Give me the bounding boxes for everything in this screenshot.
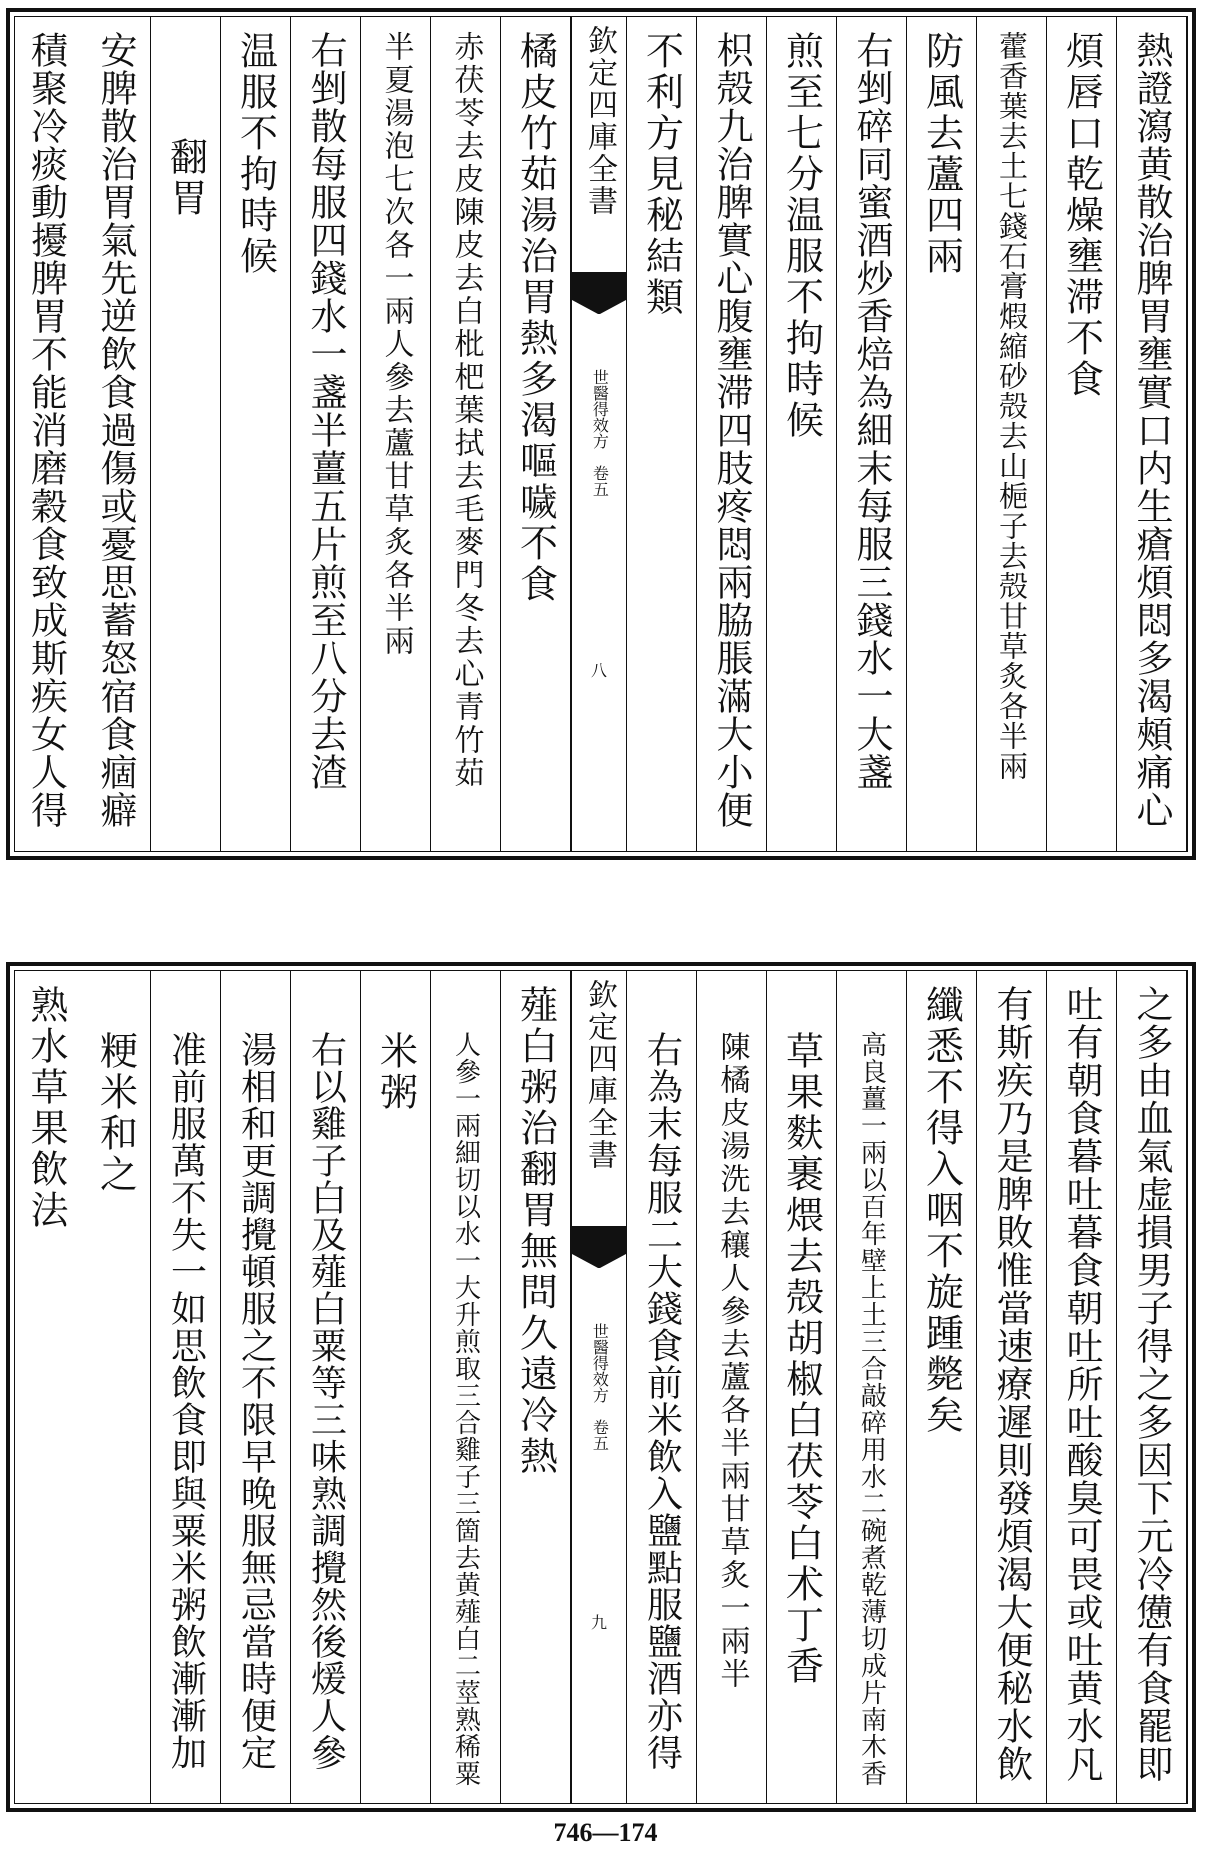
book-title: 欽定四庫全書 bbox=[582, 25, 617, 217]
text-column bbox=[697, 971, 767, 1803]
column-text: 枳殻九治脾實心腹壅滞四肢疼悶兩脇脹滿大小便 bbox=[710, 31, 753, 829]
column-text: 人參一兩細切以水一大升煎取三合雞子三箇去黄薤白二莖熟稀粟 bbox=[450, 1031, 481, 1787]
text-column bbox=[11, 971, 81, 1803]
text-column bbox=[81, 971, 151, 1803]
column-text: 纖悉不得入咽不旋踵斃矣 bbox=[919, 985, 964, 1436]
column-text: 右剉散每服四錢水一盞半薑五片煎至八分去渣 bbox=[304, 31, 347, 791]
folio-number: 746—174 bbox=[553, 1818, 658, 1847]
text-column bbox=[837, 971, 907, 1803]
text-column bbox=[291, 17, 361, 851]
column-text: 積聚冷痰動擾脾胃不能消磨穀食致成斯疾女人得 bbox=[24, 31, 68, 829]
text-column bbox=[11, 17, 81, 851]
text-column bbox=[431, 971, 501, 1803]
column-text: 安脾散治胃氣先逆飲食過傷或憂思蓄怒宿食痼癖 bbox=[94, 31, 137, 829]
text-column bbox=[361, 17, 431, 851]
column-text: 有斯疾乃是脾敗惟當速療遲則發煩渴大便秘水飲 bbox=[990, 985, 1033, 1783]
text-column bbox=[221, 971, 291, 1803]
text-column bbox=[977, 17, 1047, 851]
text-column bbox=[1117, 17, 1187, 851]
column-text: 温服不拘時候 bbox=[233, 31, 278, 277]
column-text: 草果麩裹煨去殻胡椒白茯苓白术丁香 bbox=[779, 1031, 824, 1687]
column-text: 煩唇口乾燥壅滞不食 bbox=[1059, 31, 1104, 400]
text-column bbox=[81, 17, 151, 851]
text-column bbox=[1047, 17, 1117, 851]
fishtail-mark bbox=[572, 272, 626, 300]
center-gutter bbox=[571, 971, 627, 1803]
text-column bbox=[431, 17, 501, 851]
column-text: 右剉碎同蜜酒炒香焙為細末每服三錢水一大盞 bbox=[850, 31, 893, 791]
column-text: 赤茯苓去皮陳皮去白枇杷葉拭去毛麥門冬去心青竹茹 bbox=[448, 31, 484, 790]
column-text: 吐有朝食暮吐暮食朝吐所吐酸臭可畏或吐黄水凡 bbox=[1060, 985, 1103, 1783]
text-column bbox=[1047, 971, 1117, 1803]
text-column bbox=[977, 971, 1047, 1803]
book-title: 欽定四庫全書 bbox=[582, 979, 617, 1171]
page-leaf-top bbox=[6, 8, 1196, 860]
volume-text: 卷五 bbox=[590, 465, 610, 497]
column-text: 熱證瀉黄散治脾胃壅實口内生瘡煩悶多渴頰痛心 bbox=[1130, 31, 1173, 829]
text-column bbox=[291, 971, 361, 1803]
work-title bbox=[591, 1323, 608, 1451]
column-text: 右為末每服二大錢食前米飲入鹽點服鹽酒亦得 bbox=[641, 1031, 683, 1771]
column-text: 煎至七分温服不拘時候 bbox=[779, 31, 824, 441]
column-text: 粳米和之 bbox=[93, 1031, 138, 1195]
section-heading: 翻胃 bbox=[163, 137, 208, 219]
page-leaf-bottom bbox=[6, 962, 1196, 1812]
text-column bbox=[767, 971, 837, 1803]
text-column bbox=[767, 17, 837, 851]
column-text: 高良薑一兩以百年壁上土三合敲碎用水二碗煮乾薄切成片南木香 bbox=[856, 1031, 887, 1787]
column-text: 半夏湯泡七次各一兩人參去蘆甘草炙各半兩 bbox=[378, 31, 414, 658]
text-column bbox=[627, 17, 697, 851]
text-column bbox=[907, 17, 977, 851]
column-text: 右以雞子白及薤白粟等三味熟調攪然後煖人參 bbox=[305, 1031, 347, 1771]
work-title bbox=[591, 369, 608, 497]
leaf-number: 八 bbox=[590, 661, 608, 680]
text-column bbox=[697, 17, 767, 851]
column-text: 陳橘皮湯洗去穰人參去蘆各半兩甘草炙一兩半 bbox=[714, 1031, 750, 1691]
column-text: 防風去蘆四兩 bbox=[919, 31, 964, 277]
text-column bbox=[501, 17, 571, 851]
center-gutter bbox=[571, 17, 627, 851]
text-column bbox=[501, 971, 571, 1803]
text-column bbox=[221, 17, 291, 851]
column-text: 橘皮竹茹湯治胃熱多渴嘔噦不食 bbox=[513, 31, 558, 605]
text-column bbox=[1117, 971, 1187, 1803]
work-title-text: 世醫得效方 bbox=[590, 1323, 610, 1403]
column-text: 薤白粥治翻胃無問久遠冷熱 bbox=[513, 985, 558, 1477]
text-column bbox=[627, 971, 697, 1803]
column-text: 湯相和更調攪頓服之不限早晚服無忌當時便定 bbox=[235, 1031, 277, 1771]
leaf-number: 九 bbox=[590, 1613, 608, 1632]
volume-text: 卷五 bbox=[590, 1419, 610, 1451]
text-column bbox=[151, 17, 221, 851]
column-text: 之多由血氣虚損男子得之多因下元冷憊有食罷即 bbox=[1130, 985, 1173, 1783]
text-column bbox=[907, 971, 977, 1803]
section-heading: 熟水草果飲法 bbox=[24, 985, 68, 1231]
text-column bbox=[151, 971, 221, 1803]
work-title-text: 世醫得效方 bbox=[590, 369, 610, 449]
fishtail-mark bbox=[572, 1226, 626, 1254]
text-column bbox=[837, 17, 907, 851]
column-text: 藿香葉去土七錢石膏煆縮砂殻去山梔子去殻甘草炙各半兩 bbox=[995, 31, 1029, 781]
column-text: 不利方見秘結類 bbox=[639, 31, 684, 318]
column-text: 米粥 bbox=[373, 1031, 418, 1113]
text-column bbox=[361, 971, 431, 1803]
column-text: 准前服萬不失一如思飲食即與粟米粥飲漸漸加 bbox=[165, 1031, 207, 1771]
